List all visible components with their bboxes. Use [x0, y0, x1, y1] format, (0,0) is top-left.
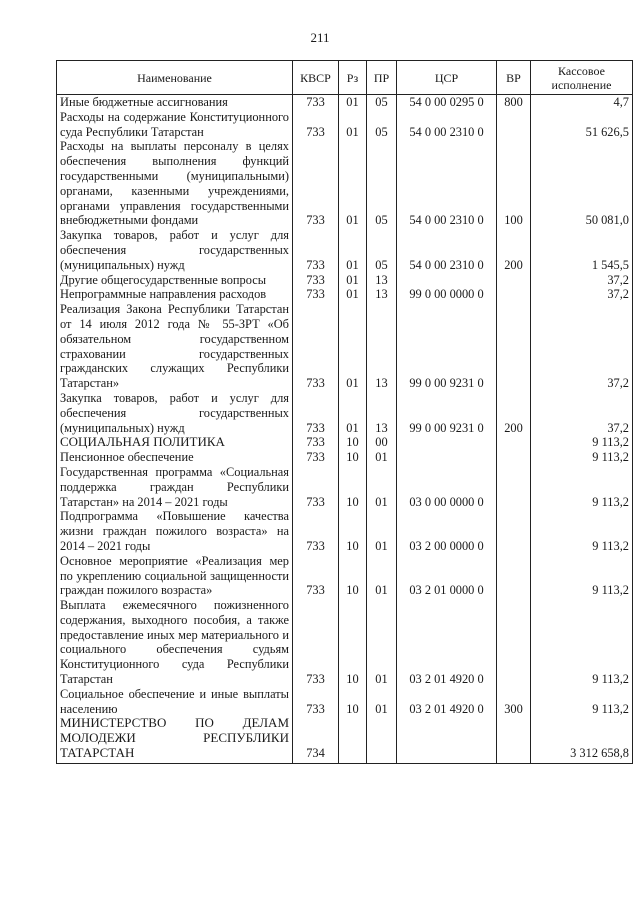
cell-amount: 4,7	[531, 95, 633, 110]
cell-csr: 03 0 00 0000 0	[397, 465, 497, 509]
cell-csr: 99 0 00 9231 0	[397, 391, 497, 435]
cell-amount: 3 312 658,8	[531, 716, 633, 763]
cell-name: Расходы на выплаты персоналу в целях обеспечения выполнения функций государственными (муниципальными) органами, казенными учреждениями, органами управления государственными внебюджетными фондами	[57, 139, 293, 228]
table-header-row	[57, 61, 633, 95]
cell-amount: 9 113,2	[531, 465, 633, 509]
cell-name: МИНИСТЕРСТВО ПО ДЕЛАМ МОЛОДЕЖИ РЕСПУБЛИКИ ТАТАРСТАН	[57, 716, 293, 763]
table-body	[57, 95, 633, 764]
header-amount: Кассовое исполнение	[531, 61, 633, 95]
cell-name: Подпрограмма «Повышение качества жизни граждан пожилого возраста» на 2014 – 2021 годы	[57, 509, 293, 553]
cell-vr: 300	[497, 687, 531, 717]
cell-amount: 9 113,2	[531, 598, 633, 687]
cell-kvsr: 733	[293, 110, 339, 140]
header-kvsr: КВСР	[293, 61, 339, 95]
cell-amount: 51 626,5	[531, 110, 633, 140]
cell-name: Пенсионное обеспечение	[57, 450, 293, 465]
cell-kvsr: 733	[293, 95, 339, 110]
table-row	[57, 228, 633, 272]
cell-vr	[497, 435, 531, 450]
cell-csr: 03 2 01 0000 0	[397, 554, 497, 598]
cell-pr: 05	[367, 139, 397, 228]
cell-kvsr: 734	[293, 716, 339, 763]
cell-pr: 01	[367, 509, 397, 553]
cell-amount: 1 545,5	[531, 228, 633, 272]
cell-pr: 00	[367, 435, 397, 450]
header-rz: Рз	[339, 61, 367, 95]
cell-vr: 800	[497, 95, 531, 110]
cell-rz: 01	[339, 139, 367, 228]
cell-pr: 01	[367, 598, 397, 687]
cell-vr	[497, 554, 531, 598]
cell-name: Другие общегосударственные вопросы	[57, 273, 293, 288]
cell-rz: 10	[339, 450, 367, 465]
cell-rz: 01	[339, 391, 367, 435]
cell-pr: 05	[367, 228, 397, 272]
table-row	[57, 687, 633, 717]
table-row	[57, 554, 633, 598]
cell-pr: 13	[367, 287, 397, 302]
cell-name: Реализация Закона Республики Татарстан от 14 июля 2012 года № 55-ЗРТ «Об обязательном государственном страховании государственных гражданских служащих Республики Татарстан»	[57, 302, 293, 391]
cell-csr: 03 2 00 0000 0	[397, 509, 497, 553]
header-csr: ЦСР	[397, 61, 497, 95]
cell-amount: 9 113,2	[531, 687, 633, 717]
table-row	[57, 273, 633, 288]
cell-rz: 01	[339, 95, 367, 110]
table-row	[57, 95, 633, 110]
cell-amount: 9 113,2	[531, 435, 633, 450]
cell-name: Закупка товаров, работ и услуг для обеспечения государственных (муниципальных) нужд	[57, 391, 293, 435]
cell-pr: 01	[367, 465, 397, 509]
cell-kvsr: 733	[293, 598, 339, 687]
table-row	[57, 435, 633, 450]
cell-vr	[497, 302, 531, 391]
cell-name: Иные бюджетные ассигнования	[57, 95, 293, 110]
table-row	[57, 287, 633, 302]
cell-csr: 99 0 00 0000 0	[397, 287, 497, 302]
cell-pr: 01	[367, 450, 397, 465]
cell-name: Закупка товаров, работ и услуг для обеспечения государственных (муниципальных) нужд	[57, 228, 293, 272]
header-name: Наименование	[57, 61, 293, 95]
cell-name: СОЦИАЛЬНАЯ ПОЛИТИКА	[57, 435, 293, 450]
cell-rz: 01	[339, 228, 367, 272]
cell-rz	[339, 716, 367, 763]
cell-pr: 13	[367, 391, 397, 435]
cell-rz: 01	[339, 273, 367, 288]
cell-vr	[497, 450, 531, 465]
table-row	[57, 450, 633, 465]
cell-vr	[497, 509, 531, 553]
header-pr: ПР	[367, 61, 397, 95]
table-row	[57, 302, 633, 391]
cell-vr	[497, 287, 531, 302]
header-vr: ВР	[497, 61, 531, 95]
cell-csr	[397, 450, 497, 465]
cell-pr: 13	[367, 302, 397, 391]
cell-csr	[397, 435, 497, 450]
cell-vr: 200	[497, 228, 531, 272]
cell-vr: 100	[497, 139, 531, 228]
cell-kvsr: 733	[293, 228, 339, 272]
cell-csr: 54 0 00 2310 0	[397, 228, 497, 272]
cell-rz: 10	[339, 554, 367, 598]
cell-csr: 03 2 01 4920 0	[397, 687, 497, 717]
cell-kvsr: 733	[293, 287, 339, 302]
table-row	[57, 465, 633, 509]
cell-rz: 10	[339, 435, 367, 450]
table-row	[57, 716, 633, 763]
cell-amount: 9 113,2	[531, 509, 633, 553]
cell-pr: 05	[367, 95, 397, 110]
cell-amount: 37,2	[531, 302, 633, 391]
cell-rz: 01	[339, 110, 367, 140]
cell-pr: 01	[367, 554, 397, 598]
cell-kvsr: 733	[293, 509, 339, 553]
table-row	[57, 110, 633, 140]
cell-amount: 37,2	[531, 273, 633, 288]
cell-name: Выплата ежемесячного пожизненного содержания, выходного пособия, а также предоставление иных мер материального и социального обеспечения судьям Конституционного суда Республики Татарстан	[57, 598, 293, 687]
cell-vr	[497, 110, 531, 140]
cell-kvsr: 733	[293, 391, 339, 435]
table-row	[57, 139, 633, 228]
cell-csr: 54 0 00 0295 0	[397, 95, 497, 110]
cell-rz: 10	[339, 509, 367, 553]
cell-kvsr: 733	[293, 435, 339, 450]
cell-kvsr: 733	[293, 687, 339, 717]
cell-pr	[367, 716, 397, 763]
cell-amount: 50 081,0	[531, 139, 633, 228]
cell-kvsr: 733	[293, 554, 339, 598]
cell-csr: 03 2 01 4920 0	[397, 598, 497, 687]
cell-amount: 37,2	[531, 287, 633, 302]
cell-vr	[497, 598, 531, 687]
cell-rz: 10	[339, 465, 367, 509]
cell-name: Социальное обеспечение и иные выплаты населению	[57, 687, 293, 717]
cell-name: Непрограммные направления расходов	[57, 287, 293, 302]
cell-rz: 01	[339, 302, 367, 391]
cell-name: Расходы на содержание Конституционного суда Республики Татарстан	[57, 110, 293, 140]
cell-vr	[497, 716, 531, 763]
cell-pr: 13	[367, 273, 397, 288]
table-row	[57, 391, 633, 435]
cell-kvsr: 733	[293, 273, 339, 288]
budget-table	[56, 60, 633, 764]
cell-pr: 01	[367, 687, 397, 717]
cell-kvsr: 733	[293, 465, 339, 509]
cell-rz: 01	[339, 287, 367, 302]
cell-name: Основное мероприятие «Реализация мер по укреплению социальной защищенности граждан пожилого возраста»	[57, 554, 293, 598]
cell-csr	[397, 716, 497, 763]
cell-csr: 54 0 00 2310 0	[397, 139, 497, 228]
table-row	[57, 509, 633, 553]
cell-kvsr: 733	[293, 450, 339, 465]
cell-kvsr: 733	[293, 139, 339, 228]
cell-csr: 99 0 00 9231 0	[397, 302, 497, 391]
cell-vr	[497, 465, 531, 509]
cell-name: Государственная программа «Социальная поддержка граждан Республики Татарстан» на 2014 – 2021 годы	[57, 465, 293, 509]
cell-csr	[397, 273, 497, 288]
cell-vr	[497, 273, 531, 288]
table-row	[57, 598, 633, 687]
cell-csr: 54 0 00 2310 0	[397, 110, 497, 140]
cell-amount: 37,2	[531, 391, 633, 435]
cell-amount: 9 113,2	[531, 450, 633, 465]
cell-amount: 9 113,2	[531, 554, 633, 598]
cell-pr: 05	[367, 110, 397, 140]
cell-rz: 10	[339, 598, 367, 687]
page-number: 211	[310, 30, 330, 45]
cell-vr: 200	[497, 391, 531, 435]
cell-kvsr: 733	[293, 302, 339, 391]
cell-rz: 10	[339, 687, 367, 717]
